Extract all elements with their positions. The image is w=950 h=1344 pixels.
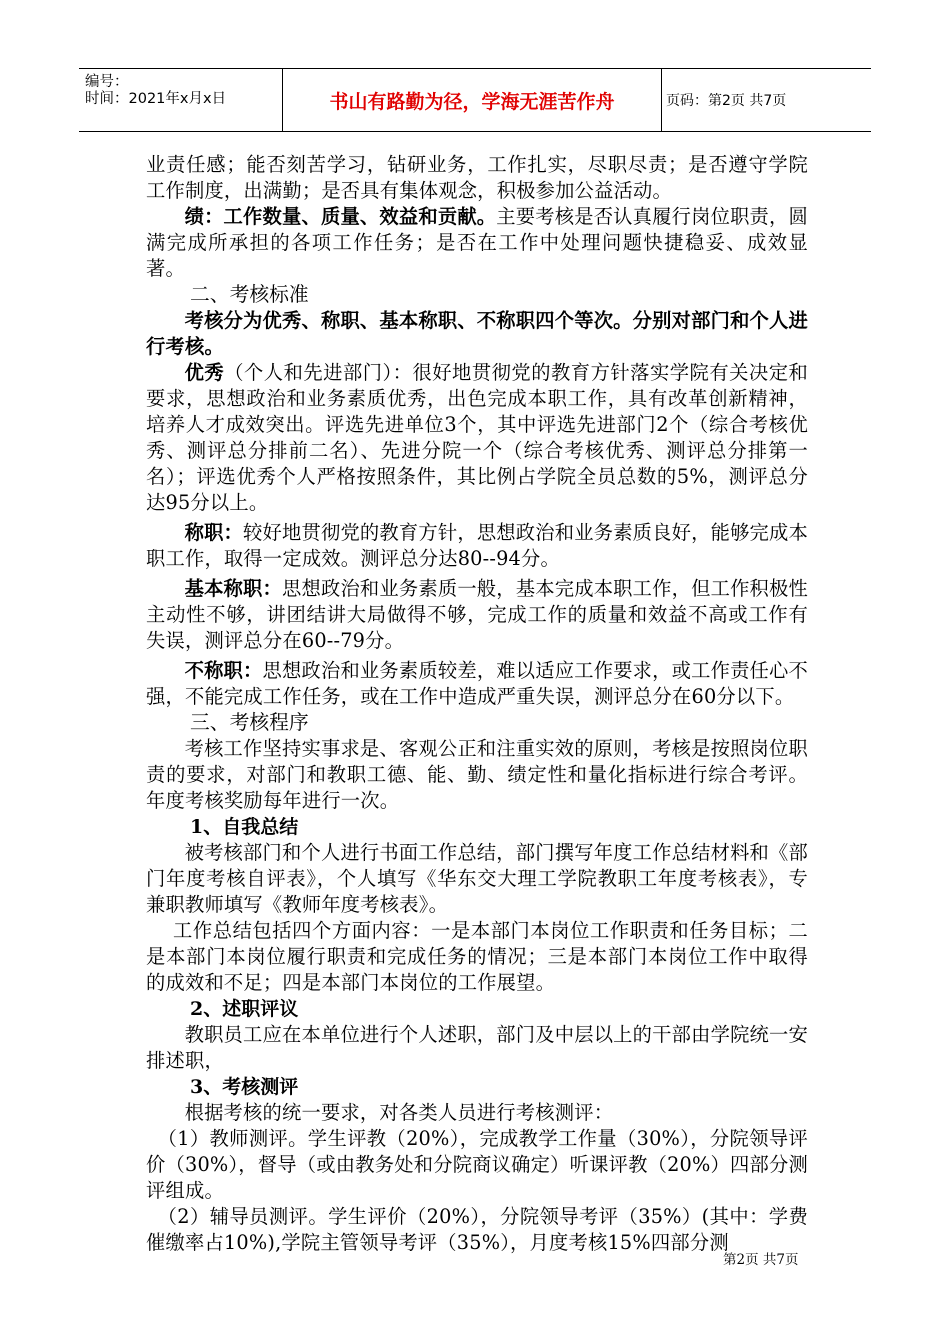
bold-lead: 绩：工作数量、质量、效益和贡献。 [184, 205, 497, 228]
paragraph: 根据考核的统一要求，对各类人员进行考核测评： [184, 1101, 614, 1124]
paragraph: （2）辅导员测评。学生评价（20%），分院领导考评（35%）(其中：学费催缴率占10%),学院主管领导考评（35%），月度考核15%四部分测 [146, 1205, 808, 1254]
header-motto: 书山有路勤为径，学海无涯苦作舟 [329, 90, 615, 113]
paragraph: 考核分为优秀、称职、基本称职、不称职四个等次。分别对部门和个人进行考核。 [146, 309, 808, 358]
bold-lead: 优秀 [184, 361, 225, 384]
paragraph: 被考核部门和个人进行书面工作总结，部门撰写年度工作总结材料和《部门年度考核自评表》，个人填写《华东交大理工学院教职工年度考核表》，专兼职教师填写《教师年度考核表》。 [146, 841, 808, 916]
subsection-heading: 1、自我总结 [190, 816, 299, 838]
header-page-number: 页码：第2页 共7页 [666, 93, 787, 109]
paragraph-text: 思想政治和业务素质一般，基本完成本职工作，但工作积极性主动性不够，讲团结讲大局做得不够，完成工作的质量和效益不高或工作有失误，测评总分在60--79分。 [146, 577, 808, 652]
document-body [146, 152, 808, 1256]
paragraph-text: 较好地贯彻党的教育方针，思想政治和业务素质良好，能够完成本职工作，取得一定成效。测评总分达80--94分。 [146, 521, 808, 570]
document-number-label: 编号： [85, 74, 129, 90]
paragraph: 考核工作坚持实事求是、客观公正和注重实效的原则，考核是按照岗位职责的要求，对部门和教职工德、能、勤、绩定性和量化指标进行综合考评。年度考核奖励每年进行一次。 [146, 737, 808, 812]
subsection-heading: 3、考核测评 [190, 1076, 299, 1098]
bold-lead: 称职： [184, 521, 244, 544]
subsection-heading: 2、述职评议 [190, 998, 299, 1020]
header-meta [79, 69, 282, 131]
paragraph [146, 520, 808, 572]
paragraph: （1）教师测评。学生评教（20%），完成教学工作量（30%），分院领导评价（30%），督导（或由教务处和分院商议确定）听课评教（20%）四部分测评组成。 [146, 1127, 808, 1202]
document-time-label: 时间：2021年x月x日 [85, 91, 227, 107]
paragraph: 工作总结包括四个方面内容：一是本部门本岗位工作职责和任务目标；二是本部门本岗位履行职责和完成任务的情况；三是本部门本岗位工作中取得的成效和不足；四是本部门本岗位的工作展望。 [146, 919, 808, 994]
paragraph [146, 204, 808, 282]
paragraph: 教职员工应在本单位进行个人述职，部门及中层以上的干部由学院统一安排述职， [146, 1023, 808, 1072]
page-footer: 第2页 共7页 [723, 1252, 799, 1268]
paragraph [146, 360, 808, 516]
section-heading: 三、考核程序 [190, 711, 309, 734]
paragraph [146, 658, 808, 710]
page-header [79, 68, 871, 132]
paragraph-text: （个人和先进部门）：很好地贯彻党的教育方针落实学院有关决定和要求，思想政治和业务素质优秀，出色完成本职工作，具有改革创新精神，培养人才成效突出。评选先进单位3个，其中评选先进部门2个（综合考核优秀、测评总分排前二名）、先进分院一个（综合考核优秀、测评总分排第一名）；评选优秀个人严格按照条件，其比例占学院全员总数的5%，测评总分达95分以上。 [146, 361, 808, 514]
paragraph-text: 思想政治和业务素质较差，难以适应工作要求，或工作责任心不强，不能完成工作任务，或在工作中造成严重失误，测评总分在60分以下。 [146, 659, 809, 708]
paragraph-text: 主要考核是否认真履行岗位职责，圆满完成所承担的各项工作任务；是否在工作中处理问题快捷稳妥、成效显著。 [146, 205, 808, 280]
bold-lead: 基本称职： [184, 577, 282, 600]
section-heading: 二、考核标准 [190, 283, 309, 306]
header-motto-cell [282, 69, 662, 131]
paragraph: 业责任感；能否刻苦学习，钻研业务，工作扎实，尽职尽责；是否遵守学院工作制度，出满勤；是否具有集体观念，积极参加公益活动。 [146, 153, 808, 202]
paragraph [146, 576, 808, 654]
bold-lead: 不称职： [184, 659, 263, 682]
